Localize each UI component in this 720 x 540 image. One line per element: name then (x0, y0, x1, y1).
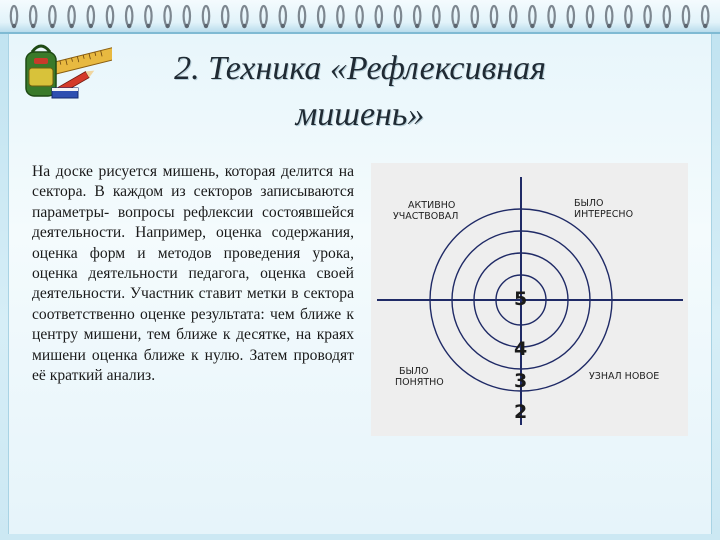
spiral-coil-icon (452, 6, 458, 26)
spiral-coil-icon (510, 6, 516, 26)
binding-hole-icon (473, 24, 477, 28)
spiral-coil-icon (184, 6, 190, 26)
spiral-coil-icon (395, 6, 401, 26)
binding-hole-icon (319, 24, 323, 28)
spiral-coil-icon (529, 6, 535, 26)
spiral-coil-icon (68, 6, 74, 26)
spiral-coil-icon (625, 6, 631, 26)
binding-hole-icon (165, 24, 169, 28)
title-line-1: 2. Техника «Рефлексивная (174, 50, 546, 87)
spiral-coil-icon (568, 6, 574, 26)
school-supplies-icon (12, 38, 112, 108)
binding-hole-icon (69, 24, 73, 28)
spiral-coil-icon (107, 6, 113, 26)
binding-hole-icon (453, 24, 457, 28)
binding-hole-icon (607, 24, 611, 28)
binding-hole-icon (300, 24, 304, 28)
spiral-coil-icon (414, 6, 420, 26)
spiral-coil-icon (644, 6, 650, 26)
spiral-coil-icon (606, 6, 612, 26)
binding-hole-icon (665, 24, 669, 28)
binding-hole-icon (377, 24, 381, 28)
binding-hole-icon (89, 24, 93, 28)
binding-hole-icon (185, 24, 189, 28)
spiral-coil-icon (491, 6, 497, 26)
binding-hole-icon (396, 24, 400, 28)
spiral-coil-icon (683, 6, 689, 26)
score-5: 5 (514, 288, 528, 310)
binding-hole-icon (338, 24, 342, 28)
binding-hole-icon (549, 24, 553, 28)
binding-hole-icon (146, 24, 150, 28)
spiral-coil-icon (337, 6, 343, 26)
spiral-coil-icon (260, 6, 266, 26)
spiral-coil-icon (299, 6, 305, 26)
spiral-coil-icon (164, 6, 170, 26)
binding-hole-icon (127, 24, 131, 28)
score-4: 4 (514, 338, 528, 360)
binding-hole-icon (415, 24, 419, 28)
sector-label-understood: БЫЛО ПОНЯТНО (395, 366, 444, 388)
binding-hole-icon (626, 24, 630, 28)
spiral-coil-icon (49, 6, 55, 26)
spiral-coil-icon (433, 6, 439, 26)
score-2: 2 (514, 401, 528, 423)
spiral-coil-icon (241, 6, 247, 26)
binding-hole-icon (281, 24, 285, 28)
binding-hole-icon (703, 24, 707, 28)
binding-hole-icon (31, 24, 35, 28)
spiral-coil-icon (548, 6, 554, 26)
spiral-coil-icon (88, 6, 94, 26)
spiral-coil-icon (222, 6, 228, 26)
title-line-2: мишень» (295, 96, 425, 133)
binding-hole-icon (108, 24, 112, 28)
spiral-coil-icon (126, 6, 132, 26)
binding-hole-icon (645, 24, 649, 28)
reflection-target (371, 163, 688, 436)
sector-label-learned-new: УЗНАЛ НОВОЕ (589, 371, 660, 382)
slide-title (110, 46, 610, 138)
spiral-coil-icon (280, 6, 286, 26)
body-paragraph: На доске рисуется мишень, которая делится на сектора. В каждом из секторов записываются параметры- вопросы рефлексии состоявшейся деятельности. Например, оценка содержания, оценка форм и методов проведения урока, оценка деятельности педагога, оценка своей деятельности. Участник ставит метки в сектора соответственно оценке результата: чем ближе к центру мишени, тем ближе к десятке, на краях мишени оценка ближе к нулю. Затем проводят её краткий анализ. (32, 163, 354, 385)
spiral-coil-icon (318, 6, 324, 26)
sector-label-interesting: БЫЛО ИНТЕРЕСНО (574, 198, 634, 220)
spiral-coil-icon (587, 6, 593, 26)
notebook-binding (0, 0, 720, 34)
spiral-coil-icon (376, 6, 382, 26)
spiral-coil-icon (702, 6, 708, 26)
binding-hole-icon (50, 24, 54, 28)
spiral-coil-icon (356, 6, 362, 26)
binding-hole-icon (261, 24, 265, 28)
spiral-binding-icon (4, 2, 716, 32)
spiral-coil-icon (30, 6, 36, 26)
spiral-coil-icon (145, 6, 151, 26)
binding-hole-icon (684, 24, 688, 28)
binding-hole-icon (204, 24, 208, 28)
spiral-coil-icon (664, 6, 670, 26)
binding-hole-icon (588, 24, 592, 28)
binding-hole-icon (434, 24, 438, 28)
sector-label-active: АКТИВНО УЧАСТВОВАЛ (393, 200, 459, 222)
spiral-coil-icon (472, 6, 478, 26)
spiral-coil-icon (203, 6, 209, 26)
binding-hole-icon (357, 24, 361, 28)
binding-hole-icon (569, 24, 573, 28)
binding-hole-icon (223, 24, 227, 28)
spiral-coil-icon (11, 6, 17, 26)
score-3: 3 (514, 370, 528, 392)
binding-hole-icon (511, 24, 515, 28)
binding-hole-icon (492, 24, 496, 28)
binding-hole-icon (530, 24, 534, 28)
binding-hole-icon (242, 24, 246, 28)
binding-hole-icon (12, 24, 16, 28)
